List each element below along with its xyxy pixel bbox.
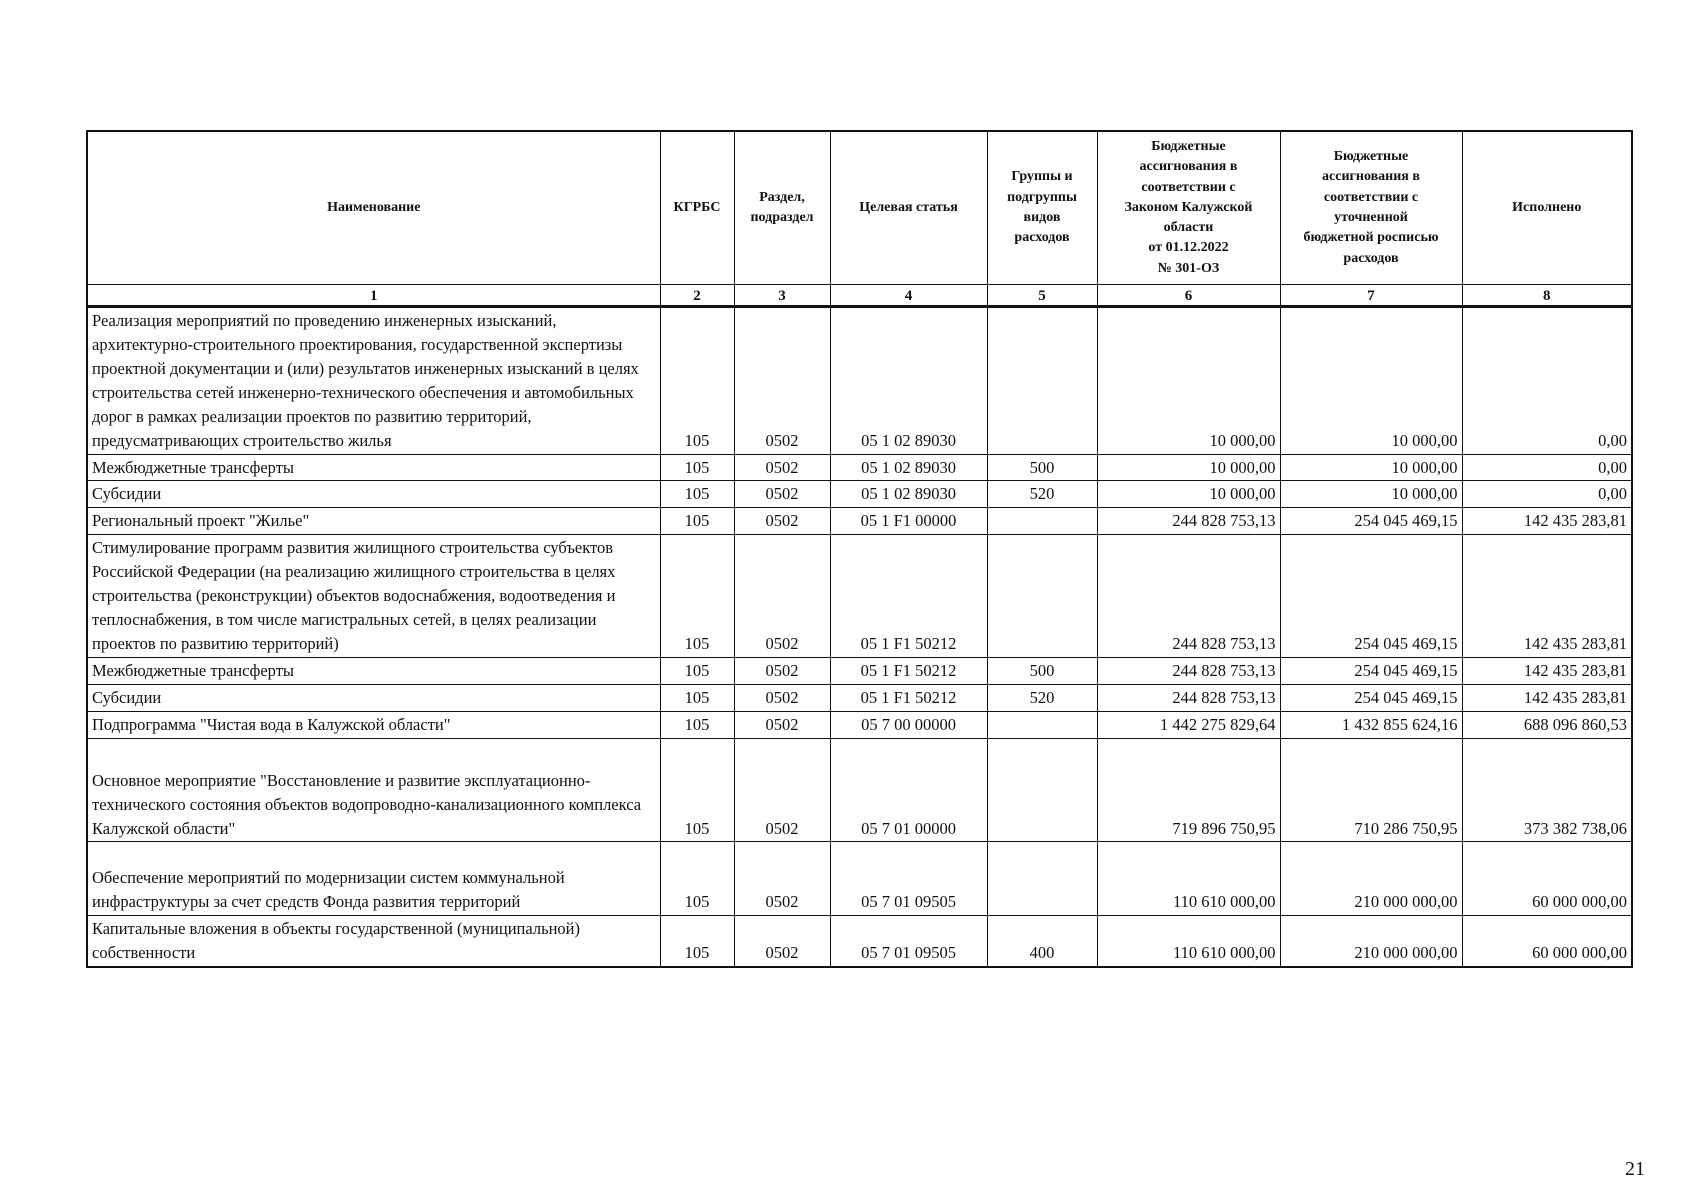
row-executed: 60 000 000,00 xyxy=(1462,842,1632,916)
row-executed: 142 435 283,81 xyxy=(1462,508,1632,535)
row-revised-allocation: 10 000,00 xyxy=(1280,454,1462,481)
column-number: 1 xyxy=(87,285,660,307)
row-target-item: 05 1 F1 50212 xyxy=(830,535,987,658)
row-revised-allocation: 254 045 469,15 xyxy=(1280,508,1462,535)
row-target-item: 05 1 02 89030 xyxy=(830,454,987,481)
row-kgrbs: 105 xyxy=(660,657,734,684)
row-kgrbs: 105 xyxy=(660,916,734,967)
row-kgrbs: 105 xyxy=(660,481,734,508)
row-revised-allocation: 1 432 855 624,16 xyxy=(1280,711,1462,738)
row-section: 0502 xyxy=(734,307,830,455)
row-revised-allocation: 254 045 469,15 xyxy=(1280,657,1462,684)
row-section: 0502 xyxy=(734,535,830,658)
row-law-allocation: 110 610 000,00 xyxy=(1097,916,1280,967)
row-kgrbs: 105 xyxy=(660,738,734,842)
row-name: Субсидии xyxy=(87,684,660,711)
column-number: 7 xyxy=(1280,285,1462,307)
row-expense-group xyxy=(987,508,1097,535)
row-executed: 0,00 xyxy=(1462,307,1632,455)
row-kgrbs: 105 xyxy=(660,711,734,738)
row-name: Подпрограмма "Чистая вода в Калужской области" xyxy=(87,711,660,738)
row-target-item: 05 1 F1 00000 xyxy=(830,508,987,535)
row-revised-allocation: 254 045 469,15 xyxy=(1280,535,1462,658)
row-kgrbs: 105 xyxy=(660,684,734,711)
table-row xyxy=(87,657,1632,684)
row-executed: 0,00 xyxy=(1462,454,1632,481)
row-expense-group: 500 xyxy=(987,454,1097,481)
header-expense-groups: Группы и подгруппы видов расходов xyxy=(987,131,1097,285)
row-kgrbs: 105 xyxy=(660,307,734,455)
table-row xyxy=(87,307,1632,455)
column-number: 5 xyxy=(987,285,1097,307)
header-revised-allocations: Бюджетные ассигнования в соответствии с уточненной бюджетной росписью расходов xyxy=(1280,131,1462,285)
row-section: 0502 xyxy=(734,711,830,738)
header-kgrbs: КГРБС xyxy=(660,131,734,285)
row-section: 0502 xyxy=(734,738,830,842)
row-law-allocation: 244 828 753,13 xyxy=(1097,684,1280,711)
column-number: 3 xyxy=(734,285,830,307)
row-section: 0502 xyxy=(734,842,830,916)
row-expense-group: 520 xyxy=(987,684,1097,711)
row-expense-group: 520 xyxy=(987,481,1097,508)
row-section: 0502 xyxy=(734,508,830,535)
budget-execution-table xyxy=(86,130,1633,968)
row-revised-allocation: 254 045 469,15 xyxy=(1280,684,1462,711)
table-row xyxy=(87,454,1632,481)
row-section: 0502 xyxy=(734,657,830,684)
column-number: 8 xyxy=(1462,285,1632,307)
row-name: Обеспечение мероприятий по модернизации систем коммунальной инфраструктуры за счет средств Фонда развития территорий xyxy=(87,842,660,916)
row-expense-group xyxy=(987,711,1097,738)
row-name: Субсидии xyxy=(87,481,660,508)
column-number: 4 xyxy=(830,285,987,307)
row-section: 0502 xyxy=(734,481,830,508)
table-row xyxy=(87,916,1632,967)
row-name: Основное мероприятие "Восстановление и развитие эксплуатационно-технического состояния объектов водопроводно-канализационного комплекса Калужской области" xyxy=(87,738,660,842)
row-section: 0502 xyxy=(734,916,830,967)
row-target-item: 05 7 01 09505 xyxy=(830,916,987,967)
row-executed: 688 096 860,53 xyxy=(1462,711,1632,738)
row-target-item: 05 7 01 09505 xyxy=(830,842,987,916)
row-expense-group xyxy=(987,842,1097,916)
row-target-item: 05 1 F1 50212 xyxy=(830,657,987,684)
row-executed: 60 000 000,00 xyxy=(1462,916,1632,967)
row-executed: 142 435 283,81 xyxy=(1462,535,1632,658)
row-revised-allocation: 710 286 750,95 xyxy=(1280,738,1462,842)
table-row xyxy=(87,481,1632,508)
column-number-row xyxy=(87,285,1632,307)
row-expense-group: 400 xyxy=(987,916,1097,967)
row-kgrbs: 105 xyxy=(660,842,734,916)
row-law-allocation: 10 000,00 xyxy=(1097,481,1280,508)
column-number: 2 xyxy=(660,285,734,307)
row-law-allocation: 10 000,00 xyxy=(1097,454,1280,481)
row-law-allocation: 244 828 753,13 xyxy=(1097,657,1280,684)
table-row xyxy=(87,738,1632,842)
row-target-item: 05 7 01 00000 xyxy=(830,738,987,842)
header-law-allocations: Бюджетные ассигнования в соответствии с Законом Калужской области от 01.12.2022 № 301-ОЗ xyxy=(1097,131,1280,285)
row-target-item: 05 7 00 00000 xyxy=(830,711,987,738)
row-expense-group xyxy=(987,738,1097,842)
table-row xyxy=(87,535,1632,658)
row-law-allocation: 244 828 753,13 xyxy=(1097,508,1280,535)
row-name: Реализация мероприятий по проведению инженерных изысканий, архитектурно-строительного проектирования, государственной экспертизы проектной документации и (или) результатов инженерных изысканий в целях строительства сетей инженерно-технического обеспечения и автомобильных дорог в рамках реализации проектов по развитию территорий, предусматривающих строительство жилья xyxy=(87,307,660,455)
header-section: Раздел, подраздел xyxy=(734,131,830,285)
table-row xyxy=(87,684,1632,711)
page-number: 21 xyxy=(1625,1158,1645,1180)
row-law-allocation: 110 610 000,00 xyxy=(1097,842,1280,916)
header-executed: Исполнено xyxy=(1462,131,1632,285)
header-target-item: Целевая статья xyxy=(830,131,987,285)
row-kgrbs: 105 xyxy=(660,508,734,535)
row-executed: 142 435 283,81 xyxy=(1462,684,1632,711)
row-target-item: 05 1 02 89030 xyxy=(830,307,987,455)
table-row xyxy=(87,842,1632,916)
row-law-allocation: 244 828 753,13 xyxy=(1097,535,1280,658)
header-name: Наименование xyxy=(87,131,660,285)
row-revised-allocation: 10 000,00 xyxy=(1280,307,1462,455)
row-law-allocation: 10 000,00 xyxy=(1097,307,1280,455)
table-row xyxy=(87,508,1632,535)
row-law-allocation: 719 896 750,95 xyxy=(1097,738,1280,842)
row-target-item: 05 1 02 89030 xyxy=(830,481,987,508)
row-name: Региональный проект "Жилье" xyxy=(87,508,660,535)
row-revised-allocation: 210 000 000,00 xyxy=(1280,842,1462,916)
header-row xyxy=(87,131,1632,285)
row-name: Стимулирование программ развития жилищного строительства субъектов Российской Федерации (на реализацию жилищного строительства в целях строительства (реконструкции) объектов водоснабжения, водоотведения и теплоснабжения, в том числе магистральных сетей, в целях реализации проектов по развитию территорий) xyxy=(87,535,660,658)
table-row xyxy=(87,711,1632,738)
row-kgrbs: 105 xyxy=(660,454,734,481)
row-section: 0502 xyxy=(734,454,830,481)
row-name: Межбюджетные трансферты xyxy=(87,657,660,684)
row-expense-group xyxy=(987,307,1097,455)
row-section: 0502 xyxy=(734,684,830,711)
row-name: Межбюджетные трансферты xyxy=(87,454,660,481)
row-law-allocation: 1 442 275 829,64 xyxy=(1097,711,1280,738)
row-target-item: 05 1 F1 50212 xyxy=(830,684,987,711)
column-number: 6 xyxy=(1097,285,1280,307)
row-executed: 0,00 xyxy=(1462,481,1632,508)
row-revised-allocation: 10 000,00 xyxy=(1280,481,1462,508)
row-executed: 142 435 283,81 xyxy=(1462,657,1632,684)
row-kgrbs: 105 xyxy=(660,535,734,658)
row-expense-group xyxy=(987,535,1097,658)
row-revised-allocation: 210 000 000,00 xyxy=(1280,916,1462,967)
row-executed: 373 382 738,06 xyxy=(1462,738,1632,842)
row-name: Капитальные вложения в объекты государственной (муниципальной) собственности xyxy=(87,916,660,967)
row-expense-group: 500 xyxy=(987,657,1097,684)
